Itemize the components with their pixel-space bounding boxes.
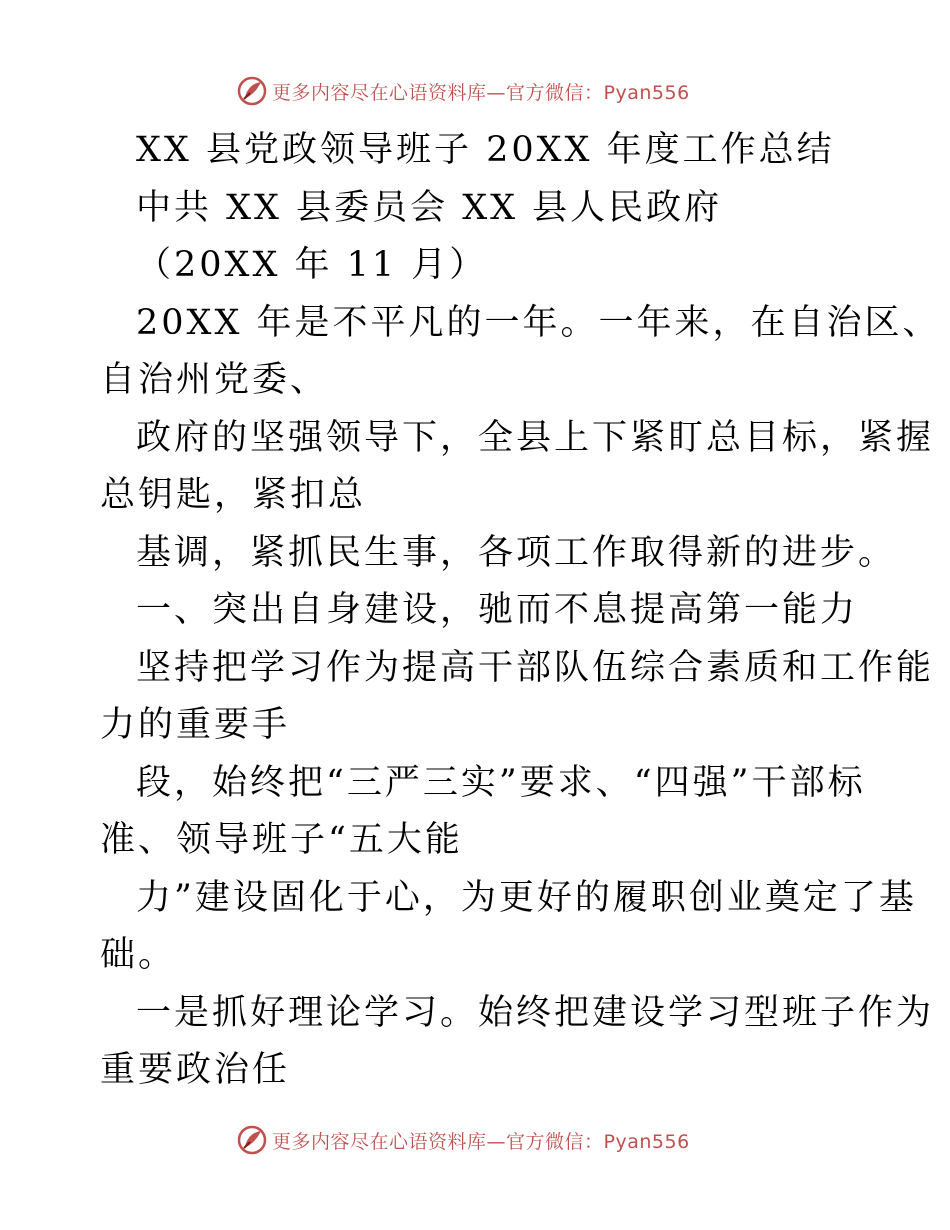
leaf-pen-logo-icon bbox=[236, 75, 268, 107]
leaf-pen-logo-icon bbox=[236, 1124, 268, 1156]
text-line: 力的重要手 bbox=[100, 705, 291, 745]
text-line: 政府的坚强领导下，全县上下紧盯总目标，紧握 bbox=[136, 417, 935, 458]
text-line: 力”建设固化于心，为更好的履职创业奠定了基 bbox=[136, 877, 917, 918]
text-line: 一是抓好理论学习。始终把建设学习型班子作为 bbox=[136, 992, 935, 1033]
text-line: 自治州党委、 bbox=[100, 360, 329, 400]
text-line: 总钥匙，紧扣总 bbox=[100, 475, 367, 515]
text-line: 20XX 年是不平凡的一年。一年来，在自治区、 bbox=[136, 302, 941, 343]
footer-watermark bbox=[236, 1123, 690, 1157]
text-line: XX 县党政领导班子 20XX 年度工作总结 bbox=[136, 130, 835, 170]
document-body bbox=[100, 122, 941, 1100]
text-line: （20XX 年 11 月） bbox=[136, 245, 488, 285]
text-line: 段，始终把“三严三实”要求、“四强”干部标 bbox=[136, 762, 866, 803]
text-line: 中共 XX 县委员会 XX 县人民政府 bbox=[136, 187, 723, 228]
text-line: 重要政治任 bbox=[100, 1050, 291, 1090]
watermark-text: 更多内容尽在心语资料库—官方微信：Pyan556 bbox=[272, 81, 690, 104]
text-line: 基调，紧抓民生事，各项工作取得新的进步。 bbox=[136, 532, 897, 573]
text-line: 准、领导班子“五大能 bbox=[100, 820, 463, 860]
text-line: 坚持把学习作为提高干部队伍综合素质和工作能 bbox=[136, 647, 935, 688]
text-line: 一、突出自身建设，驰而不息提高第一能力 bbox=[136, 590, 859, 630]
header-watermark bbox=[236, 74, 690, 108]
text-line: 础。 bbox=[100, 935, 177, 975]
watermark-text: 更多内容尽在心语资料库—官方微信：Pyan556 bbox=[272, 1130, 690, 1153]
